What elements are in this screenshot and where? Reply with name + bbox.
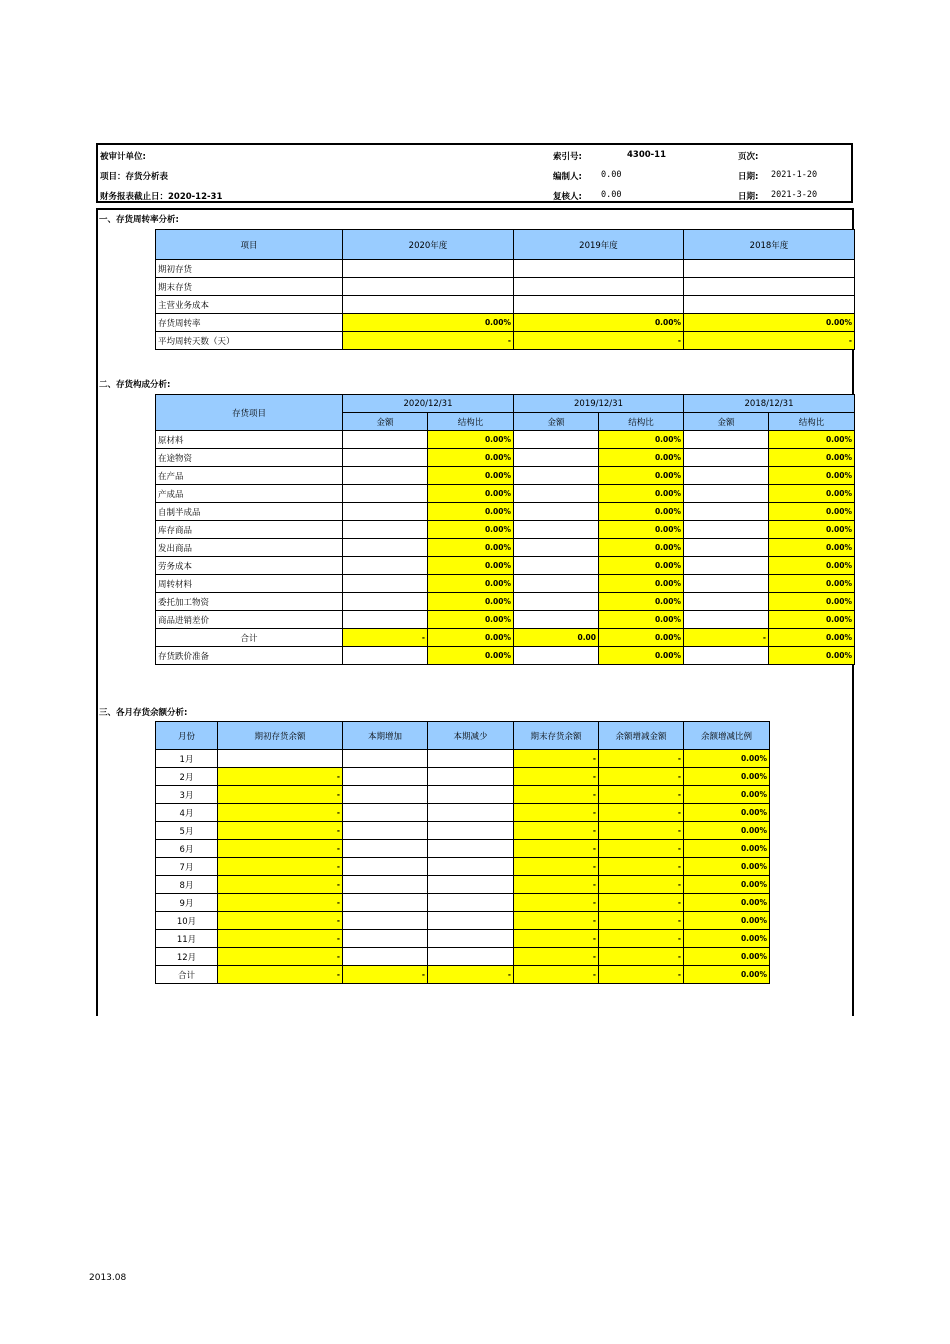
value-cell: 0.00% <box>684 314 855 332</box>
header-row <box>156 722 770 750</box>
row-label: 存货周转率 <box>156 314 343 332</box>
table-row <box>156 858 770 876</box>
value-cell: - <box>343 966 428 984</box>
reviewer-label: 复核人: <box>553 192 582 202</box>
table-row <box>156 966 770 984</box>
value-cell: - <box>599 948 684 966</box>
value-cell: - <box>514 894 599 912</box>
row-label: 委托加工物资 <box>156 593 343 611</box>
value-cell: - <box>218 804 343 822</box>
value-cell: - <box>218 948 343 966</box>
value-cell: - <box>514 822 599 840</box>
table-row <box>156 521 855 539</box>
turnover-table <box>155 229 855 350</box>
value-cell: - <box>514 750 599 768</box>
table-row <box>156 750 770 768</box>
value-cell: - <box>514 966 599 984</box>
value-cell: 0.00% <box>428 521 514 539</box>
value-cell: 0.00% <box>428 557 514 575</box>
value-cell <box>684 557 769 575</box>
table-row <box>156 629 855 647</box>
month-label: 7月 <box>156 858 218 876</box>
row-label: 库存商品 <box>156 521 343 539</box>
value-cell: - <box>218 876 343 894</box>
value-cell: - <box>599 786 684 804</box>
date-header: 2018/12/31 <box>684 395 855 413</box>
value-cell <box>428 948 514 966</box>
value-cell: - <box>514 804 599 822</box>
value-cell: 0.00% <box>684 858 770 876</box>
value-cell <box>684 260 855 278</box>
table-row <box>156 948 770 966</box>
value-cell: 0.00% <box>684 786 770 804</box>
row-label: 主营业务成本 <box>156 296 343 314</box>
table-row <box>156 278 855 296</box>
value-cell <box>343 750 428 768</box>
value-cell <box>684 521 769 539</box>
value-cell <box>684 467 769 485</box>
value-cell: - <box>599 840 684 858</box>
value-cell: - <box>514 332 684 350</box>
table-row <box>156 593 855 611</box>
value-cell: 0.00% <box>769 647 855 665</box>
date2-value: 2021-3-20 <box>771 190 818 200</box>
date-header: 2020/12/31 <box>343 395 514 413</box>
value-cell <box>514 575 599 593</box>
value-cell: - <box>218 786 343 804</box>
value-cell <box>684 278 855 296</box>
value-cell <box>428 750 514 768</box>
table-row <box>156 449 855 467</box>
column-header: 2020年度 <box>343 230 514 260</box>
value-cell <box>514 467 599 485</box>
value-cell: - <box>218 894 343 912</box>
value-cell: - <box>599 930 684 948</box>
cutoff-label: 财务报表截止日：2020-12-31 <box>100 192 223 202</box>
index-value: 4300-11 <box>627 150 667 160</box>
value-cell <box>218 750 343 768</box>
value-cell: 0.00% <box>684 768 770 786</box>
month-label: 6月 <box>156 840 218 858</box>
amount-header: 金额 <box>684 413 769 431</box>
value-cell: 0.00% <box>599 503 684 521</box>
version-footer: 2013.08 <box>89 1273 127 1283</box>
header-row <box>156 395 855 413</box>
value-cell: - <box>343 332 514 350</box>
value-cell: 0.00% <box>343 314 514 332</box>
value-cell: - <box>514 858 599 876</box>
value-cell <box>514 449 599 467</box>
value-cell: 0.00% <box>684 930 770 948</box>
value-cell <box>684 593 769 611</box>
row-label: 期末存货 <box>156 278 343 296</box>
row-label: 产成品 <box>156 485 343 503</box>
value-cell <box>514 278 684 296</box>
table-row <box>156 503 855 521</box>
value-cell: - <box>599 894 684 912</box>
month-label: 9月 <box>156 894 218 912</box>
value-cell <box>684 539 769 557</box>
ratio-header: 结构比 <box>769 413 855 431</box>
value-cell <box>343 260 514 278</box>
value-cell: 0.00% <box>428 629 514 647</box>
value-cell <box>343 912 428 930</box>
value-cell <box>343 449 428 467</box>
value-cell <box>514 611 599 629</box>
table-row <box>156 786 770 804</box>
month-label: 3月 <box>156 786 218 804</box>
table-row <box>156 485 855 503</box>
value-cell <box>343 521 428 539</box>
column-header: 余额增减比例 <box>684 722 770 750</box>
value-cell: 0.00% <box>769 539 855 557</box>
value-cell: 0.00% <box>684 876 770 894</box>
month-label: 1月 <box>156 750 218 768</box>
value-cell: 0.00% <box>684 804 770 822</box>
value-cell: 0.00% <box>599 521 684 539</box>
value-cell <box>343 575 428 593</box>
value-cell: 0.00% <box>769 593 855 611</box>
month-label: 合计 <box>156 966 218 984</box>
value-cell <box>343 611 428 629</box>
value-cell: 0.00% <box>599 647 684 665</box>
value-cell: 0.00% <box>599 593 684 611</box>
value-cell: 0.00% <box>684 750 770 768</box>
column-header: 期末存货余额 <box>514 722 599 750</box>
value-cell: - <box>218 768 343 786</box>
value-cell: - <box>599 750 684 768</box>
header-box <box>96 143 853 203</box>
table-row <box>156 894 770 912</box>
value-cell: 0.00% <box>599 629 684 647</box>
table-row <box>156 840 770 858</box>
column-header: 余额增减金额 <box>599 722 684 750</box>
date1-label: 日期: <box>738 172 759 182</box>
table-row <box>156 260 855 278</box>
value-cell <box>428 858 514 876</box>
value-cell <box>514 557 599 575</box>
value-cell: 0.00% <box>684 822 770 840</box>
value-cell: 0.00% <box>599 449 684 467</box>
value-cell: 0.00% <box>684 948 770 966</box>
date2-label: 日期: <box>738 192 759 202</box>
ratio-header: 结构比 <box>428 413 514 431</box>
value-cell: 0.00% <box>428 485 514 503</box>
value-cell: 0.00% <box>769 485 855 503</box>
value-cell <box>428 894 514 912</box>
row-label: 平均周转天数（天） <box>156 332 343 350</box>
value-cell <box>428 876 514 894</box>
value-cell <box>343 768 428 786</box>
table-row <box>156 332 855 350</box>
value-cell <box>343 431 428 449</box>
header-row <box>156 230 855 260</box>
value-cell: - <box>514 912 599 930</box>
amount-header: 金额 <box>514 413 599 431</box>
column-header: 2018年度 <box>684 230 855 260</box>
row-label: 劳务成本 <box>156 557 343 575</box>
value-cell: - <box>599 912 684 930</box>
value-cell <box>514 521 599 539</box>
row-label: 周转材料 <box>156 575 343 593</box>
page-label: 页次: <box>738 152 759 162</box>
value-cell: 0.00% <box>599 557 684 575</box>
value-cell <box>684 575 769 593</box>
row-label: 在产品 <box>156 467 343 485</box>
value-cell <box>684 611 769 629</box>
value-cell <box>343 858 428 876</box>
month-label: 4月 <box>156 804 218 822</box>
value-cell <box>343 948 428 966</box>
index-label: 索引号: <box>553 152 582 162</box>
value-cell <box>343 930 428 948</box>
month-label: 11月 <box>156 930 218 948</box>
value-cell <box>514 593 599 611</box>
value-cell: 0.00% <box>599 575 684 593</box>
value-cell <box>343 296 514 314</box>
value-cell: - <box>218 930 343 948</box>
value-cell: - <box>599 858 684 876</box>
value-cell: - <box>428 966 514 984</box>
value-cell: 0.00% <box>428 611 514 629</box>
value-cell <box>684 431 769 449</box>
value-cell <box>428 840 514 858</box>
row-label: 期初存货 <box>156 260 343 278</box>
value-cell <box>684 485 769 503</box>
table-row <box>156 296 855 314</box>
value-cell <box>343 593 428 611</box>
value-cell <box>428 822 514 840</box>
value-cell: - <box>514 930 599 948</box>
value-cell: - <box>218 858 343 876</box>
value-cell: - <box>514 840 599 858</box>
value-cell <box>684 449 769 467</box>
amount-header: 金额 <box>343 413 428 431</box>
value-cell <box>514 647 599 665</box>
value-cell: - <box>218 912 343 930</box>
table-row <box>156 876 770 894</box>
value-cell: - <box>599 966 684 984</box>
value-cell <box>428 768 514 786</box>
value-cell: 0.00% <box>769 431 855 449</box>
table-row <box>156 912 770 930</box>
value-cell <box>343 278 514 296</box>
row-label: 发出商品 <box>156 539 343 557</box>
value-cell <box>343 539 428 557</box>
value-cell: - <box>218 822 343 840</box>
table-row <box>156 314 855 332</box>
composition-table <box>155 394 855 665</box>
value-cell: 0.00% <box>514 314 684 332</box>
value-cell <box>514 260 684 278</box>
month-label: 8月 <box>156 876 218 894</box>
table-row <box>156 431 855 449</box>
section1-title: 一、存货周转率分析: <box>99 215 179 225</box>
value-cell: 0.00% <box>769 503 855 521</box>
value-cell: - <box>599 804 684 822</box>
value-cell <box>684 647 769 665</box>
value-cell <box>343 467 428 485</box>
column-header: 本期增加 <box>343 722 428 750</box>
month-label: 2月 <box>156 768 218 786</box>
value-cell: 0.00% <box>769 521 855 539</box>
section2-title: 二、存货构成分析: <box>99 380 171 390</box>
row-label: 存货跌价准备 <box>156 647 343 665</box>
month-label: 10月 <box>156 912 218 930</box>
value-cell <box>514 485 599 503</box>
value-cell: 0.00% <box>684 894 770 912</box>
table-row <box>156 804 770 822</box>
month-label: 12月 <box>156 948 218 966</box>
row-label: 原材料 <box>156 431 343 449</box>
value-cell <box>343 804 428 822</box>
value-cell: 0.00% <box>599 611 684 629</box>
value-cell: - <box>514 786 599 804</box>
value-cell: 0.00% <box>428 593 514 611</box>
value-cell: - <box>514 876 599 894</box>
row-label: 商品进销差价 <box>156 611 343 629</box>
value-cell: - <box>684 332 855 350</box>
table-row <box>156 822 770 840</box>
value-cell: 0.00% <box>769 575 855 593</box>
value-cell <box>514 296 684 314</box>
value-cell: - <box>599 822 684 840</box>
value-cell <box>343 876 428 894</box>
value-cell: - <box>599 876 684 894</box>
value-cell <box>343 503 428 521</box>
table-row <box>156 467 855 485</box>
project-label: 项目：存货分析表 <box>100 172 169 182</box>
value-cell: 0.00% <box>599 539 684 557</box>
value-cell: 0.00% <box>428 449 514 467</box>
value-cell: - <box>218 840 343 858</box>
table-row <box>156 930 770 948</box>
value-cell: - <box>343 629 428 647</box>
value-cell: - <box>514 768 599 786</box>
value-cell: 0.00% <box>684 966 770 984</box>
value-cell: - <box>684 629 769 647</box>
value-cell <box>428 786 514 804</box>
value-cell: 0.00% <box>769 449 855 467</box>
section3-title: 三、各月存货余额分析: <box>99 708 188 718</box>
value-cell <box>684 296 855 314</box>
value-cell: 0.00% <box>599 485 684 503</box>
value-cell <box>428 804 514 822</box>
value-cell: 0.00 <box>514 629 599 647</box>
preparer-value: 0.00 <box>601 170 622 180</box>
monthly-table <box>155 721 770 984</box>
ratio-header: 结构比 <box>599 413 684 431</box>
value-cell: 0.00% <box>428 647 514 665</box>
table-row <box>156 575 855 593</box>
value-cell <box>343 485 428 503</box>
table-row <box>156 557 855 575</box>
value-cell <box>343 822 428 840</box>
value-cell <box>428 930 514 948</box>
column-header: 月份 <box>156 722 218 750</box>
value-cell: 0.00% <box>684 912 770 930</box>
value-cell <box>428 912 514 930</box>
value-cell: 0.00% <box>599 431 684 449</box>
value-cell: 0.00% <box>428 431 514 449</box>
value-cell <box>514 431 599 449</box>
date-header: 2019/12/31 <box>514 395 684 413</box>
value-cell <box>343 840 428 858</box>
table-row <box>156 539 855 557</box>
value-cell <box>343 786 428 804</box>
value-cell <box>514 503 599 521</box>
value-cell <box>343 557 428 575</box>
value-cell <box>343 894 428 912</box>
column-header: 期初存货余额 <box>218 722 343 750</box>
column-header: 2019年度 <box>514 230 684 260</box>
value-cell: 0.00% <box>769 557 855 575</box>
column-header: 本期减少 <box>428 722 514 750</box>
row-label: 合计 <box>156 629 343 647</box>
value-cell: 0.00% <box>428 467 514 485</box>
preparer-label: 编制人: <box>553 172 582 182</box>
value-cell: 0.00% <box>769 629 855 647</box>
table-row <box>156 647 855 665</box>
row-label: 自制半成品 <box>156 503 343 521</box>
value-cell: 0.00% <box>428 575 514 593</box>
auditee-label: 被审计单位: <box>100 152 146 162</box>
value-cell: - <box>218 966 343 984</box>
value-cell <box>343 647 428 665</box>
column-header: 项目 <box>156 230 343 260</box>
value-cell <box>684 503 769 521</box>
value-cell: 0.00% <box>428 503 514 521</box>
value-cell: 0.00% <box>684 840 770 858</box>
table-row <box>156 768 770 786</box>
value-cell: 0.00% <box>769 467 855 485</box>
value-cell: 0.00% <box>769 611 855 629</box>
value-cell <box>514 539 599 557</box>
month-label: 5月 <box>156 822 218 840</box>
date1-value: 2021-1-20 <box>771 170 818 180</box>
value-cell: - <box>514 948 599 966</box>
value-cell: 0.00% <box>599 467 684 485</box>
value-cell: 0.00% <box>428 539 514 557</box>
row-label: 在途物资 <box>156 449 343 467</box>
table-row <box>156 611 855 629</box>
item-header: 存货项目 <box>156 395 343 431</box>
reviewer-value: 0.00 <box>601 190 622 200</box>
value-cell: - <box>599 768 684 786</box>
